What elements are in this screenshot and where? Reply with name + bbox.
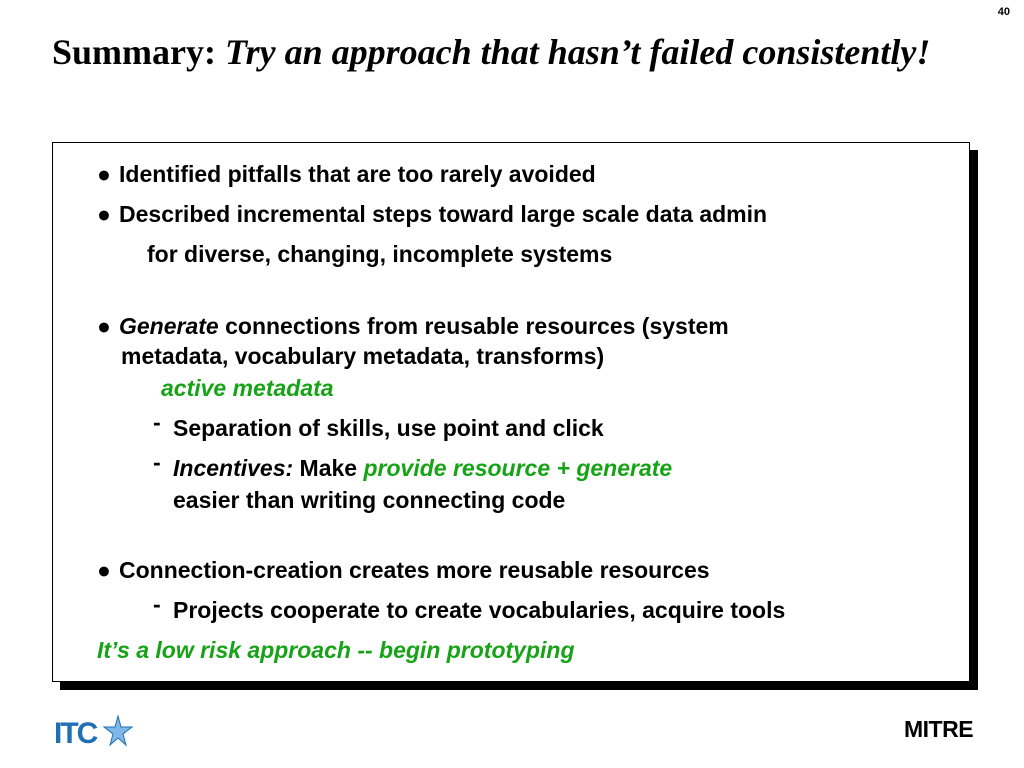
bullet-text: Identified pitfalls that are too rarely avoided (119, 161, 596, 187)
bullet-item (97, 557, 710, 584)
itc-logo-graphic (54, 714, 134, 748)
dash-icon: - (153, 449, 161, 475)
svg-text:ITC: ITC (54, 717, 97, 748)
bullet-text: Connection-creation creates more reusable resources (119, 557, 710, 583)
slide-number: 40 (997, 6, 1010, 18)
sub-item (153, 449, 673, 482)
dash-icon: - (153, 409, 161, 435)
bullet-italic-text: Generate (119, 313, 219, 339)
bullet-icon: ● (97, 313, 111, 339)
sub-item (153, 591, 786, 624)
sub-green-text: provide resource + generate (363, 455, 673, 481)
mitre-logo: MITRE (904, 716, 974, 742)
active-metadata-label: active metadata (161, 375, 334, 401)
dash-icon: - (153, 591, 161, 617)
bullet-item (97, 201, 767, 228)
sub-text: Make (293, 455, 364, 481)
title-tail: Try an approach that hasn’t failed consistently! (225, 32, 931, 72)
bullet-text: Described incremental steps toward large scale data admin (119, 201, 768, 227)
bullet-item (97, 313, 729, 340)
sub-text: Projects cooperate to create vocabularies, acquire tools (173, 597, 786, 623)
bullet-icon: ● (97, 201, 111, 227)
title-lead: Summary: (52, 32, 216, 72)
bullet-icon: ● (97, 557, 111, 583)
sub-continuation: easier than writing connecting code (173, 487, 566, 513)
bullet-continuation: metadata, vocabulary metadata, transforms) (121, 343, 605, 369)
bullet-icon: ● (97, 161, 111, 187)
sub-italic-text: Incentives: (173, 455, 294, 481)
closing-statement: It’s a low risk approach -- begin prototyping (97, 637, 575, 663)
sub-text: Separation of skills, use point and click (173, 415, 604, 441)
itc-logo (54, 714, 134, 748)
star-icon (104, 716, 132, 745)
sub-item (153, 409, 604, 442)
bullet-item (97, 161, 596, 188)
content-box (52, 142, 970, 682)
bullet-text: connections from reusable resources (system (218, 313, 729, 339)
slide-title (52, 30, 952, 74)
bullet-continuation: for diverse, changing, incomplete systems (147, 241, 613, 267)
